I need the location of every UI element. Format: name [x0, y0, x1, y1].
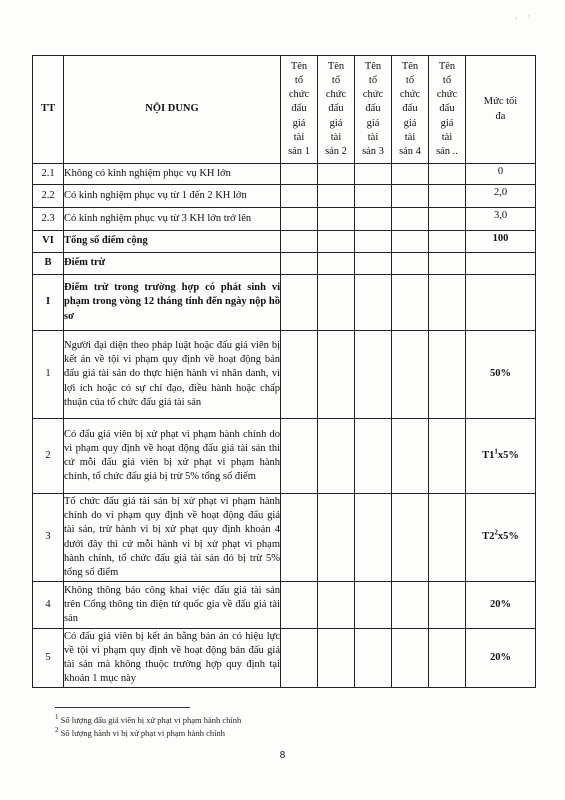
row-tt: 2 — [33, 419, 64, 494]
row-score: 50% — [466, 331, 536, 419]
row-score: 2,0 — [466, 185, 536, 208]
row-content: Không thông báo công khai việc đấu giá tài sản trên Cổng thông tin điện tử quốc gia về đấu giá tài sản — [64, 582, 281, 629]
row-score: 20% — [466, 582, 536, 629]
table-row — [33, 275, 536, 331]
row-tt: 2.3 — [33, 208, 64, 231]
row-score: $T1^1x5\%$ — [466, 419, 536, 494]
row-tt: 2.1 — [33, 164, 64, 185]
header-tt: TT — [33, 56, 64, 164]
row-content: Có đấu giá viên bị xử phạt vi phạm hành chính do vi phạm quy định về hoạt động đấu giá tài sản thì cứ mỗi đấu giá viên bị xử phạt vi phạm hành chính, tổ chức đấu giá bị trừ 5% tổng số điểm — [64, 419, 281, 494]
row-content: Tổng số điểm cộng — [64, 231, 281, 253]
row-content: Điểm trừ trong trường hợp có phát sinh vi phạm trong vòng 12 tháng tính đến ngày nộp hồ sơ — [64, 275, 281, 331]
row-content: Tổ chức đấu giá tài sản bị xử phạt vi phạm hành chính do vi phạm quy định về hoạt động đấu giá tài sản, trừ hành vi bị xử phạt quy định khoản 4 dưới đây thì cứ mỗi hành vi bị xử phạt vi phạm hành chính, tổ chức đấu giá tài sản đó bị trừ 5% tổng số điểm — [64, 494, 281, 582]
table-row — [33, 331, 536, 419]
row-score: 20% — [466, 629, 536, 688]
table-row — [33, 164, 536, 185]
row-score: 3,0 — [466, 208, 536, 231]
row-tt: 2.2 — [33, 185, 64, 208]
row-score: 0 — [466, 164, 536, 185]
scoring-table — [32, 55, 536, 688]
footnote-2: $^2$ Số lượng hành vi bị xử phạt vi phạm hành chính — [55, 726, 225, 738]
table-row — [33, 629, 536, 688]
row-tt: 3 — [33, 494, 64, 582]
table-row — [33, 494, 536, 582]
row-tt: B — [33, 253, 64, 275]
footnote-1: $^1$ Số lượng đấu giá viên bị xử phạt vi phạm hành chính — [55, 713, 242, 725]
table-row — [33, 419, 536, 494]
table-row — [33, 253, 536, 275]
row-tt: 5 — [33, 629, 64, 688]
header-org-1: Tên tổ chức đấu giá tài sản 1 — [281, 56, 318, 164]
header-org-2: Tên tổ chức đấu giá tài sản 2 — [318, 56, 355, 164]
footnote-divider — [55, 707, 190, 708]
corner-mark: . · — [515, 12, 533, 22]
row-content: Người đại diện theo pháp luật hoặc đấu giá viên bị kết án về tội vi phạm quy định về hoạt động bán đấu giá tài sản do thực hiện hành vi nhân danh, vì lợi ích hoặc có sự chỉ đạo, điều hành hoặc chấp thuận của tổ chức đấu giá tài sản — [64, 331, 281, 419]
row-tt: VI — [33, 231, 64, 253]
table-header-row — [33, 56, 536, 164]
table-row — [33, 208, 536, 231]
row-tt: 1 — [33, 331, 64, 419]
header-org-4: Tên tổ chức đấu giá tài sản 4 — [392, 56, 429, 164]
row-tt: 4 — [33, 582, 64, 629]
header-noi-dung: NỘI DUNG — [64, 56, 281, 164]
row-tt: I — [33, 275, 64, 331]
row-content: Có kinh nghiệm phục vụ từ 3 KH lớn trở lên — [64, 208, 281, 231]
row-content: Có kinh nghiệm phục vụ từ 1 đến 2 KH lớn — [64, 185, 281, 208]
header-org-5: Tên tổ chức đấu giá tài sản .. — [429, 56, 466, 164]
row-content: Điểm trừ — [64, 253, 281, 275]
row-score: 100 — [466, 231, 536, 253]
row-content: Có đấu giá viên bị kết án bằng bản án có hiệu lực về tội vi phạm quy định về hoạt động bán đấu giá tài sản mà không thuộc trường hợp quy định tại khoản 1 mục này — [64, 629, 281, 688]
row-score: $T2^2x5\%$ — [466, 494, 536, 582]
page-number: 8 — [279, 750, 286, 761]
header-org-3: Tên tổ chức đấu giá tài sản 3 — [355, 56, 392, 164]
row-content: Không có kinh nghiệm phục vụ KH lớn — [64, 164, 281, 185]
header-max: Mức tối đa — [466, 56, 536, 164]
table-row — [33, 231, 536, 253]
table-row — [33, 582, 536, 629]
table-row — [33, 185, 536, 208]
